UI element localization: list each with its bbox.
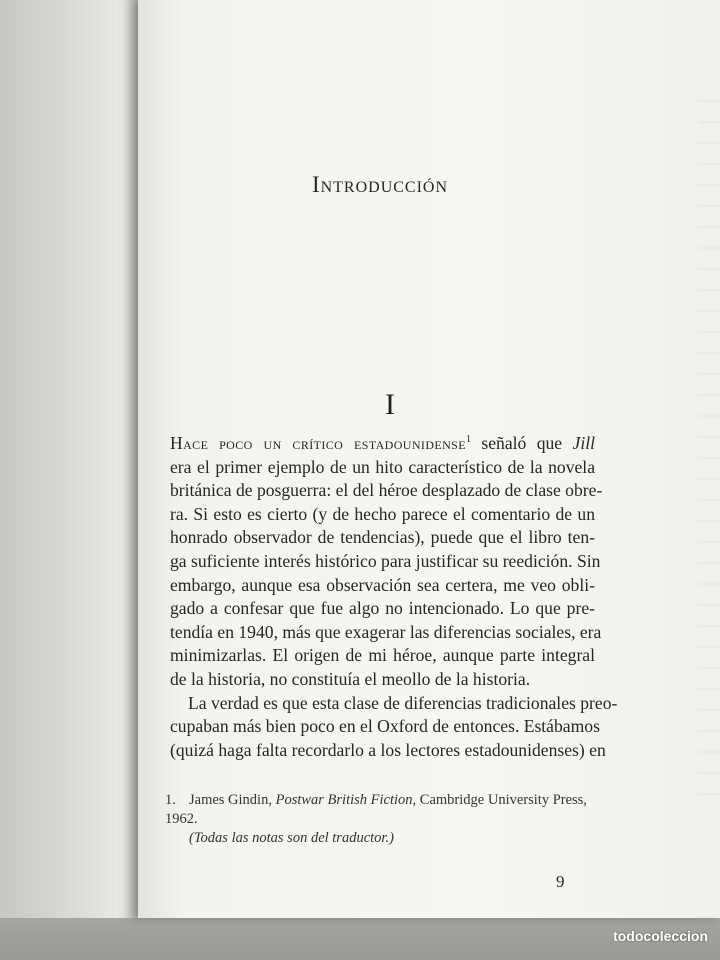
text-line: británica de posguerra: el del héroe desplazado de clase obre- [170,480,603,501]
lead-in-smallcaps: Hace poco un crítico estadounidense [170,433,466,453]
text-line: ra. Si esto es cierto (y de hecho parece el comentario de un [170,503,595,524]
text-line: cupaban más bien poco en el Oxford de entonces. Estábamos [170,716,600,737]
footnote-title: Postwar British Fiction [275,792,413,808]
footnote-number: 1. [165,792,176,808]
text-line [170,428,595,456]
text-line: era el primer ejemplo de un hito característico de la novela [170,456,595,477]
footnote-line [165,791,605,829]
text-line: La verdad es que esta clase de diferencias tradicionales preo- [188,692,618,713]
left-page [0,0,138,960]
text-line: tendía en 1940, más que exagerar las diferencias sociales, era [170,621,602,642]
text-line: embargo, aunque esa observación sea certera, me veo obli- [170,574,595,595]
watermark-text: todocoleccion [613,928,708,944]
chapter-title: Introducción [311,172,449,197]
text-line: gado a confesar que fue algo no intencionado. Lo que pre- [170,598,595,619]
footnote-publisher: , Cambridge University Press, 1962. [165,792,587,827]
text-line: ga suficiente interés histórico para justificar su reedición. Sin [170,550,601,571]
page-number: 9 [556,872,565,891]
book-title: Jill [572,433,595,453]
text-line: honrado observador de tendencias), puede que el libro ten- [170,527,595,548]
footnote [165,791,605,848]
body-text [170,428,618,762]
footnote-reference: 1 [465,434,471,445]
text-fragment: señaló que [470,433,573,453]
footnote-author: James Gindin, [189,792,276,808]
section-numeral: I [385,388,395,421]
watermark-logo [613,928,708,944]
show-through-text [698,100,720,800]
background-surface [0,918,720,960]
footnote-translator-note: (Todas las notas son del traductor.) [189,830,394,846]
text-line: minimizarlas. El origen de mi héroe, aunque parte integral [170,645,595,666]
text-line: de la historia, no constituía el meollo de la historia. [170,668,531,689]
text-line: (quizá haga falta recordarlo a los lectores estadounidenses) en [170,739,606,760]
